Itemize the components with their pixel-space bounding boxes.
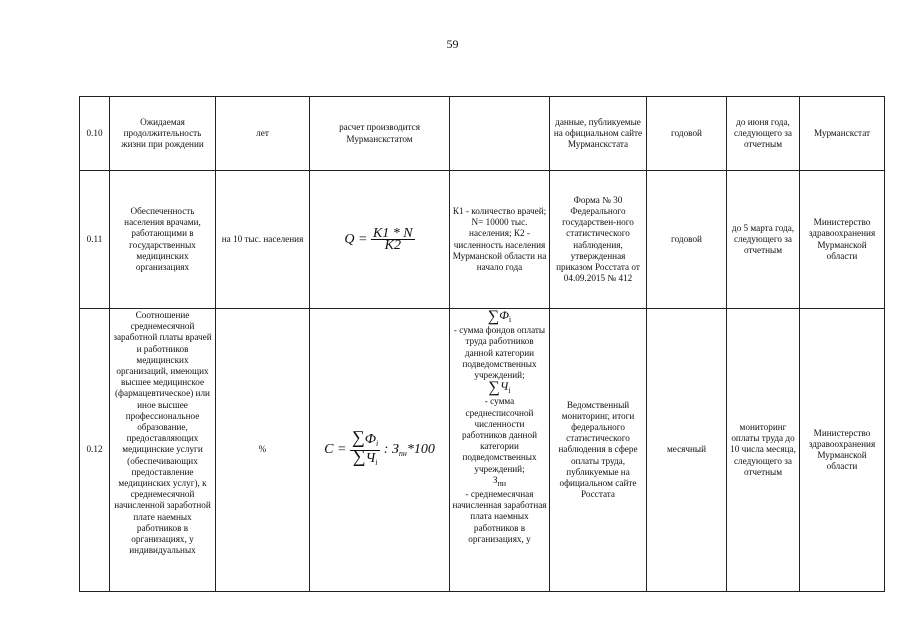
formula-fraction: $\frac{\sum Ф_i}{\sum Ч_i}$ — [351, 427, 379, 467]
calculation-method: расчет производится Мурманскстатом — [310, 97, 450, 171]
unit: на 10 тыс. населения — [216, 171, 310, 309]
variables-description: К1 - количество врачей; N= 10000 тыс. населения; К2 - численность населения Мурманской области на начало года — [450, 171, 550, 309]
variables-description — [450, 97, 550, 171]
responsible: Мурманскстат — [800, 97, 885, 171]
formula-lhs: C = — [324, 442, 347, 458]
formula-lhs: Q = — [344, 231, 368, 247]
page-number: 59 — [446, 37, 459, 51]
var-description: - сумма фондов оплаты труда работников данной категории подведомственных учреждений; — [453, 325, 546, 381]
sum-symbol: ∑ — [351, 427, 365, 448]
formula-denominator: Ч — [365, 450, 376, 466]
sum-symbol: ∑ — [487, 308, 500, 325]
deadline: мониторинг оплаты труда до 10 числа месяца, следующего за отчетным — [727, 309, 800, 592]
var-symbol-sub: пн — [497, 478, 507, 488]
sum-symbol: ∑ — [488, 379, 500, 397]
formula-c — [324, 427, 435, 467]
variables-description: ∑Фi - сумма фондов оплаты труда работников данной категории подведомственных учреждений; ∑Чi - сумма среднесписочной численности работников данной категории подведомственных учреждений; Зпн - среднемесячная начисленная заработная плата наемных работников в организациях, у — [450, 309, 550, 592]
formula-denominator: K2 — [384, 238, 401, 253]
row-number: 0.11 — [80, 171, 110, 309]
formula-q — [344, 225, 414, 253]
formula-numerator: K1 * N — [372, 225, 413, 241]
formula-numerator: Ф — [364, 432, 377, 448]
data-source: данные, публикуемые на официальном сайте Мурманскстата — [550, 97, 647, 171]
indicators-table — [79, 96, 885, 592]
formula-tail-end: *100 — [406, 442, 435, 458]
table-row — [80, 97, 885, 171]
periodicity: годовой — [647, 97, 727, 171]
indicator-name: Ожидаемая продолжительность жизни при рождении — [110, 97, 216, 171]
var-description: - сумма среднесписочной численности работников данной категории подведомственных учреждений; — [462, 396, 537, 474]
data-source: Ведомственный мониторинг, итоги федерального статистического наблюдения в сфере оплаты труда, публикуемые на официальном сайте Росстата — [550, 309, 647, 592]
periodicity: месячный — [647, 309, 727, 592]
table-row — [80, 171, 885, 309]
indicator-name: Соотношение среднемесячной заработной платы врачей и работников медицинских организаций, имеющих высшее медицинское (фармацевтическое) или иное высшее профессиональное образование, предоставляющих медицинские услуги (обеспечивающих предоставление медицинских услуг), к среднемесячной начисленной заработной плате наемных работников в организациях, у индивидуальных — [110, 309, 216, 592]
formula — [310, 309, 450, 592]
formula-tail-sub: пн — [398, 449, 407, 459]
formula-tail: : З — [383, 442, 399, 458]
formula-fraction — [371, 225, 415, 253]
var-symbol: Ч — [499, 379, 509, 394]
var-symbol: Ф — [499, 308, 509, 322]
sum-symbol: ∑ — [352, 445, 366, 466]
periodicity: годовой — [647, 171, 727, 309]
responsible: Министерство здравоохранения Мурманской области — [800, 309, 885, 592]
table-row — [80, 309, 885, 592]
indicator-name: Обеспеченность населения врачами, работающими в государственных медицинских организациях — [110, 171, 216, 309]
data-source: Форма № 30 Федерального государствен-ного статистического наблюдения, утвержденная приказом Росстата от 04.09.2015 № 412 — [550, 171, 647, 309]
deadline: до 5 марта года, следующего за отчетным — [727, 171, 800, 309]
var-symbol: З — [492, 474, 498, 485]
var-description: - среднемесячная начисленная заработная плата наемных работников в организациях, у — [452, 489, 547, 544]
unit: % — [216, 309, 310, 592]
deadline: до июня года, следующего за отчетным — [727, 97, 800, 171]
row-number: 0.10 — [80, 97, 110, 171]
formula — [310, 171, 450, 309]
row-number: 0.12 — [80, 309, 110, 592]
unit: лет — [216, 97, 310, 171]
responsible: Министерство здравоохранения Мурманской области — [800, 171, 885, 309]
